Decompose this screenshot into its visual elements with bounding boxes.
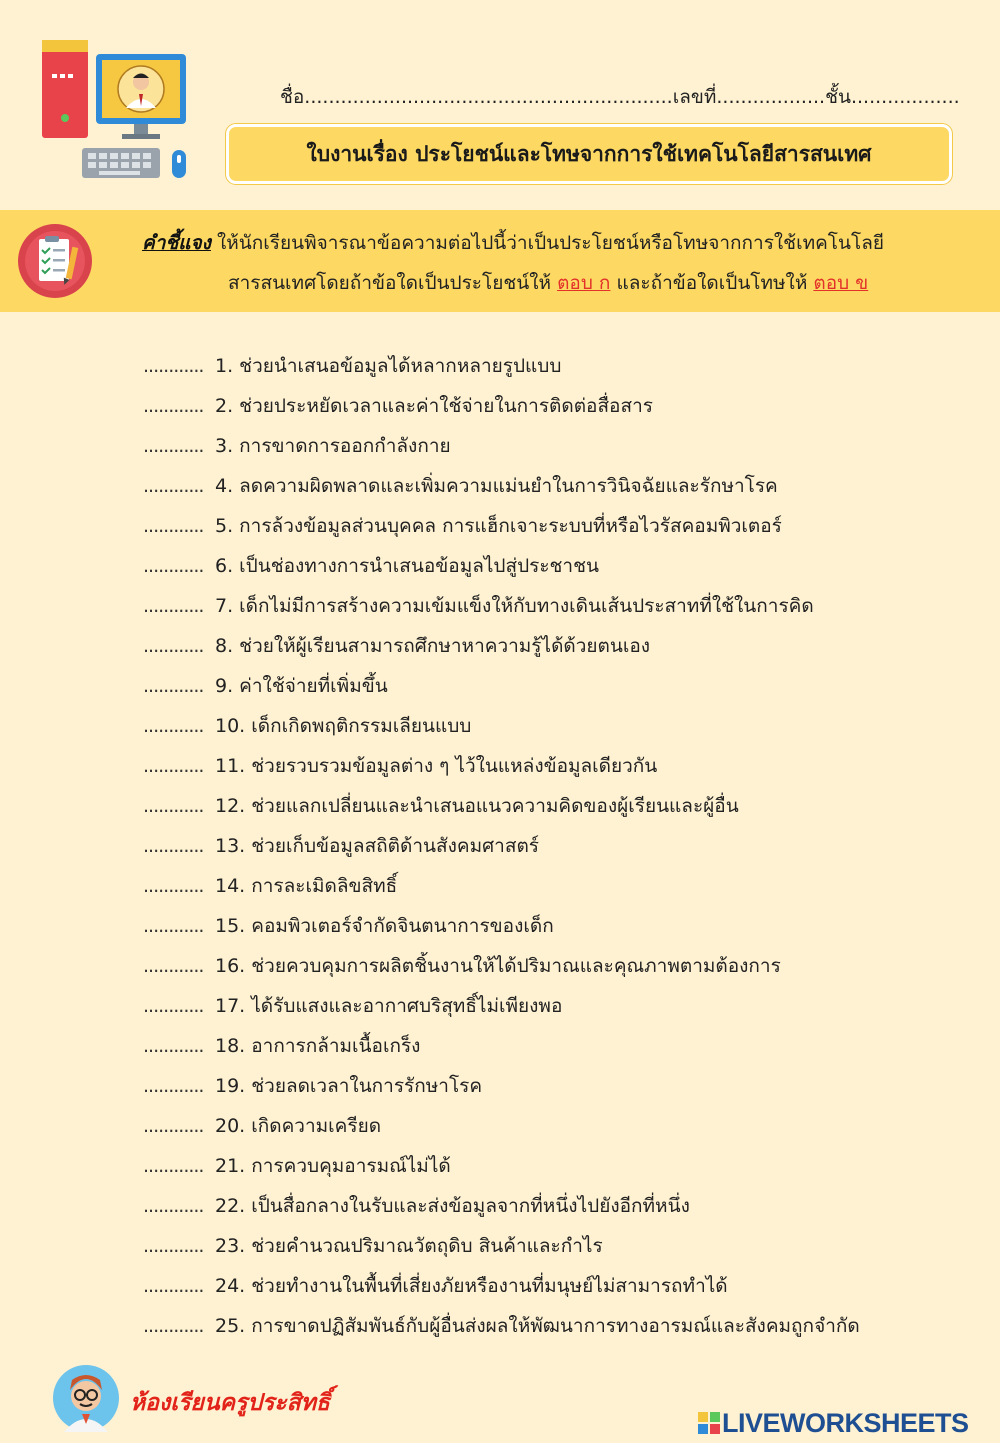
question-item [143, 711, 860, 751]
answer-blank[interactable]: ............ [143, 1155, 204, 1177]
brand-logo-text: ห้องเรียนครูประสิทธิ์ [130, 1390, 330, 1416]
answer-blank[interactable]: ............ [143, 515, 204, 537]
question-text: 2. ช่วยประหยัดเวลาและค่าใช้จ่ายในการติดต่อสื่อสาร [215, 395, 653, 417]
question-text: 1. ช่วยนำเสนอข้อมูลได้หลากหลายรูปแบบ [215, 355, 562, 377]
answer-blank[interactable]: ............ [143, 355, 204, 377]
answer-blank[interactable]: ............ [143, 435, 204, 457]
question-text: 23. ช่วยคำนวณปริมาณวัตถุดิบ สินค้าและกำไร [215, 1235, 603, 1257]
answer-blank[interactable]: ............ [143, 1275, 204, 1297]
question-text: 17. ได้รับแสงและอากาศบริสุทธิ์ไม่เพียงพอ [215, 995, 563, 1017]
instruction-text-2a: สารสนเทศโดยถ้าข้อใดเป็นประโยชน์ให้ [228, 272, 558, 294]
student-info-line: ชื่อ.............................................................เลขที่..................ชั้น.................. [280, 86, 960, 108]
question-item [143, 751, 860, 791]
question-item [143, 1271, 860, 1311]
question-item [143, 831, 860, 871]
question-item [143, 391, 860, 431]
answer-blank[interactable]: ............ [143, 755, 204, 777]
question-item [143, 951, 860, 991]
answer-blank[interactable]: ............ [143, 395, 204, 417]
question-text: 10. เด็กเกิดพฤติกรรมเลียนแบบ [215, 715, 472, 737]
question-text: 22. เป็นสื่อกลางในรับและส่งข้อมูลจากที่หนึ่งไปยังอีกที่หนึ่ง [215, 1195, 690, 1217]
question-text: 6. เป็นช่องทางการนำเสนอข้อมูลไปสู่ประชาชน [215, 555, 599, 577]
checklist-document-icon [17, 223, 93, 299]
question-item [143, 1311, 860, 1351]
answer-blank[interactable]: ............ [143, 1195, 204, 1217]
liveworksheets-text: LIVEWORKSHEETS [722, 1407, 969, 1438]
question-text: 19. ช่วยลดเวลาในการรักษาโรค [215, 1075, 483, 1097]
answer-blank[interactable]: ............ [143, 795, 204, 817]
question-item [143, 1071, 860, 1111]
answer-b-label: ตอบ ข [813, 272, 869, 294]
question-item [143, 871, 860, 911]
instruction-text-2b: และถ้าข้อใดเป็นโทษให้ [610, 272, 814, 294]
worksheet-title-text: ใบงานเรื่อง ประโยชน์และโทษจากการใช้เทคโนโลยีสารสนเทศ [306, 141, 872, 166]
answer-blank[interactable]: ............ [143, 475, 204, 497]
worksheet-header [0, 0, 1000, 205]
question-item [143, 591, 860, 631]
question-item [143, 631, 860, 671]
answer-blank[interactable]: ............ [143, 595, 204, 617]
question-text: 12. ช่วยแลกเปลี่ยนและนำเสนอแนวความคิดของผู้เรียนและผู้อื่น [215, 795, 739, 817]
question-item [143, 1231, 860, 1271]
question-item [143, 911, 860, 951]
answer-blank[interactable]: ............ [143, 1315, 204, 1337]
answer-blank[interactable]: ............ [143, 915, 204, 937]
worksheet-title [226, 124, 952, 184]
question-text: 18. อาการกล้ามเนื้อเกร็ง [215, 1035, 421, 1057]
answer-blank[interactable]: ............ [143, 635, 204, 657]
liveworksheets-logo[interactable] [698, 1406, 969, 1440]
question-text: 13. ช่วยเก็บข้อมูลสถิติด้านสังคมศาสตร์ [215, 835, 539, 857]
answer-blank[interactable]: ............ [143, 715, 204, 737]
question-text: 16. ช่วยควบคุมการผลิตชิ้นงานให้ได้ปริมาณและคุณภาพตามต้องการ [215, 955, 781, 977]
question-text: 24. ช่วยทำงานในพื้นที่เสี่ยงภัยหรืองานที่มนุษย์ไม่สามารถทำได้ [215, 1275, 728, 1297]
answer-blank[interactable]: ............ [143, 835, 204, 857]
question-item [143, 671, 860, 711]
answer-blank[interactable]: ............ [143, 1235, 204, 1257]
question-text: 11. ช่วยรวบรวมข้อมูลต่าง ๆ ไว้ในแหล่งข้อมูลเดียวกัน [215, 755, 658, 777]
question-text: 14. การละเมิดลิขสิทธิ์ [215, 875, 398, 897]
answer-a-label: ตอบ ก [557, 272, 611, 294]
question-text: 3. การขาดการออกกำลังกาย [215, 435, 451, 457]
question-list [143, 351, 860, 1351]
question-text: 5. การล้วงข้อมูลส่วนบุคคล การแฮ็กเจาะระบบที่หรือไวรัสคอมพิวเตอร์ [215, 515, 782, 537]
question-item [143, 1111, 860, 1151]
question-item [143, 1151, 860, 1191]
question-text: 7. เด็กไม่มีการสร้างความเข้มแข็งให้กับทางเดินเส้นประสาทที่ใช้ในการคิด [215, 595, 814, 617]
instruction-line-1 [142, 228, 884, 258]
answer-blank[interactable]: ............ [143, 955, 204, 977]
question-text: 20. เกิดความเครียด [215, 1115, 382, 1137]
computer-illustration-icon [38, 36, 198, 186]
answer-blank[interactable]: ............ [143, 555, 204, 577]
question-item [143, 1031, 860, 1071]
question-item [143, 351, 860, 391]
answer-blank[interactable]: ............ [143, 995, 204, 1017]
question-item [143, 1191, 860, 1231]
instruction-line-2 [228, 268, 868, 298]
question-text: 4. ลดความผิดพลาดและเพิ่มความแม่นยำในการวินิจฉัยและรักษาโรค [215, 475, 778, 497]
question-text: 15. คอมพิวเตอร์จำกัดจินตนาการของเด็ก [215, 915, 554, 937]
instruction-label: คำชี้แจง [142, 232, 211, 254]
question-item [143, 551, 860, 591]
instruction-text-1: ให้นักเรียนพิจารณาข้อความต่อไปนี้ว่าเป็นประโยชน์หรือโทษจากการใช้เทคโนโลยี [210, 232, 884, 254]
question-text: 8. ช่วยให้ผู้เรียนสามารถศึกษาหาความรู้ได้ด้วยตนเอง [215, 635, 651, 657]
question-item [143, 791, 860, 831]
liveworksheets-grid-icon [698, 1412, 720, 1434]
answer-blank[interactable]: ............ [143, 1075, 204, 1097]
question-item [143, 471, 860, 511]
question-text: 21. การควบคุมอารมณ์ไม่ได้ [215, 1155, 451, 1177]
teacher-avatar-icon [52, 1364, 120, 1432]
question-text: 9. ค่าใช้จ่ายที่เพิ่มขึ้น [215, 675, 388, 697]
question-item [143, 511, 860, 551]
question-item [143, 431, 860, 471]
question-text: 25. การขาดปฏิสัมพันธ์กับผู้อื่นส่งผลให้พัฒนาการทางอารมณ์และสังคมถูกจำกัด [215, 1315, 860, 1337]
answer-blank[interactable]: ............ [143, 1115, 204, 1137]
answer-blank[interactable]: ............ [143, 1035, 204, 1057]
answer-blank[interactable]: ............ [143, 875, 204, 897]
question-item [143, 991, 860, 1031]
answer-blank[interactable]: ............ [143, 675, 204, 697]
